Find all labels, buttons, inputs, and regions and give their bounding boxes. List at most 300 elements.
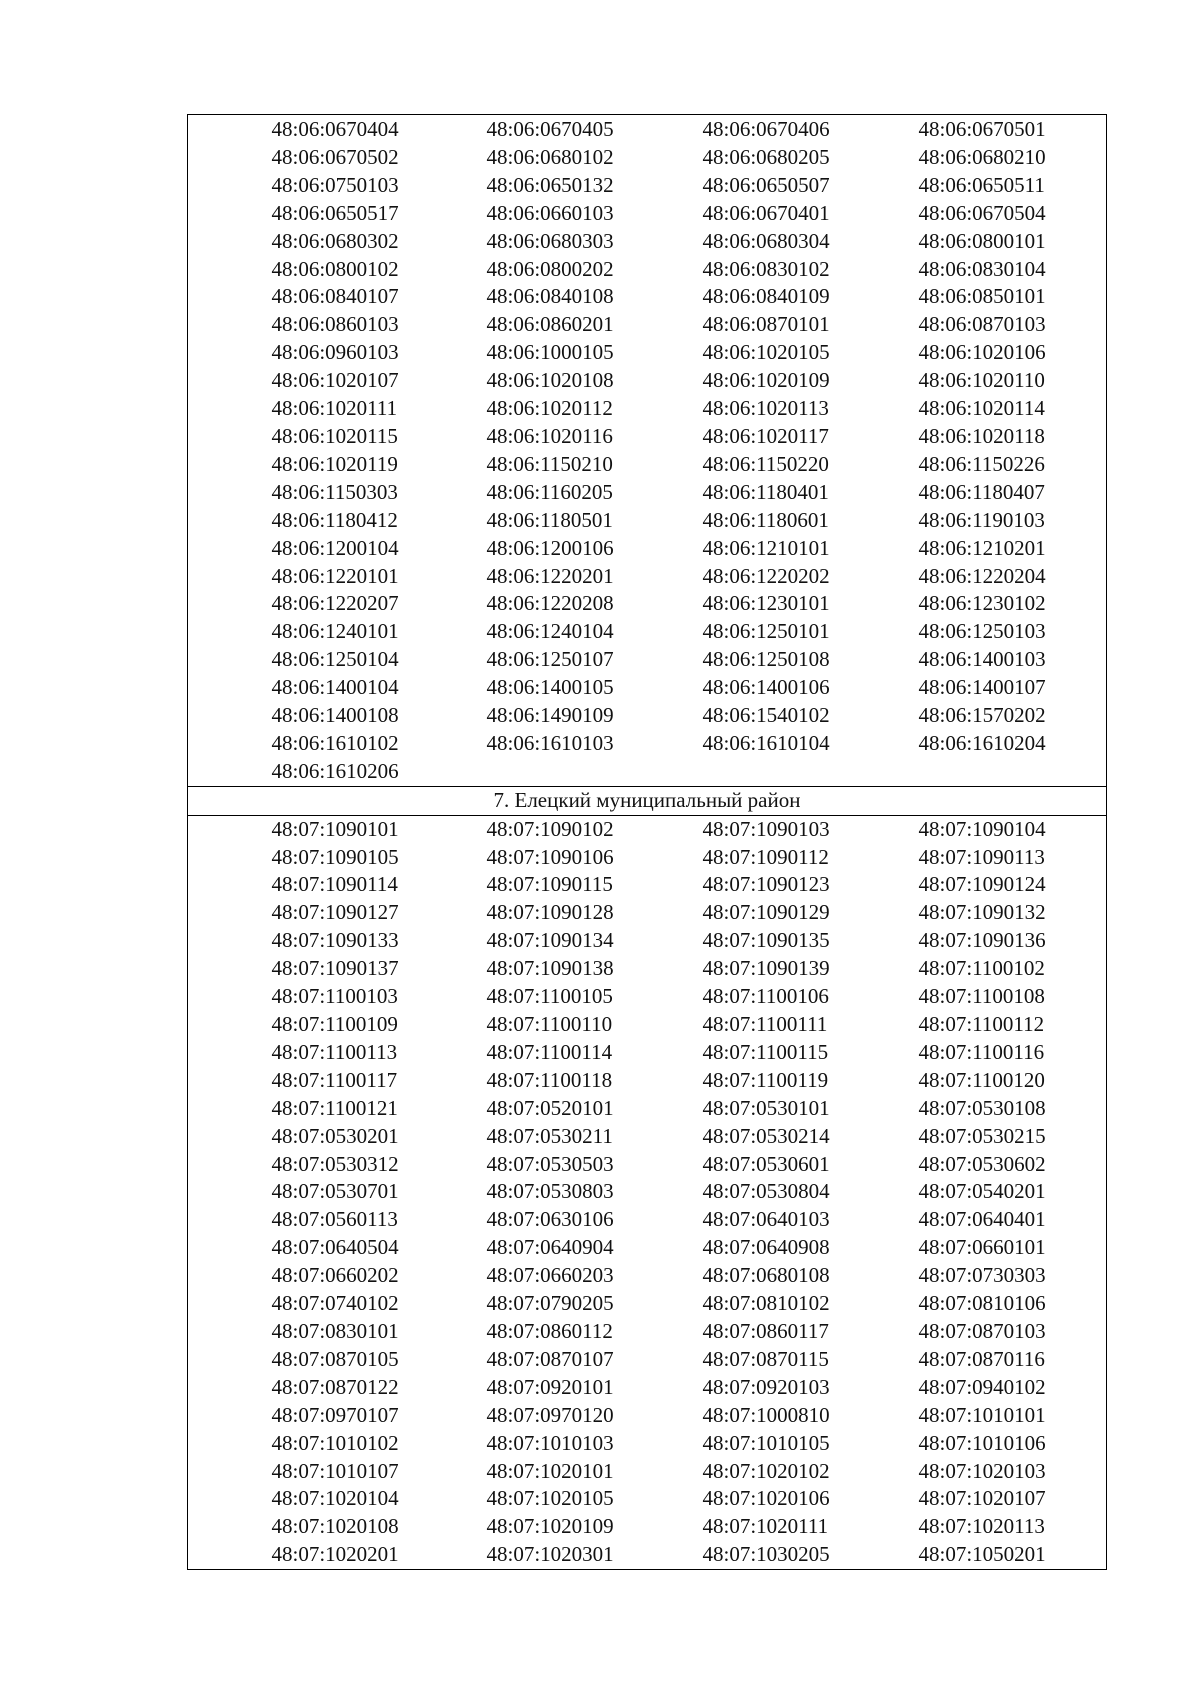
cadastral-number-cell: 48:07:1010102: [271, 1430, 399, 1455]
cadastral-number-cell: 48:06:0800202: [486, 256, 614, 281]
cadastral-number-cell: 48:06:1610103: [486, 730, 614, 755]
cadastral-number-cell: 48:07:0640908: [702, 1235, 830, 1260]
cadastral-number-cell: 48:07:1100116: [918, 1039, 1045, 1064]
cadastral-number-cell: 48:06:1150220: [702, 451, 829, 476]
cadastral-number-cell: 48:07:1020109: [486, 1514, 614, 1539]
row-indent: [188, 1346, 272, 1374]
cadastral-number-cell: 48:07:1090137: [271, 956, 399, 981]
cadastral-number-cell: 48:06:0830102: [702, 256, 830, 281]
cadastral-number-cell: 48:06:0680210: [918, 144, 1046, 169]
cadastral-number-cell: 48:06:1020112: [486, 396, 613, 421]
row-indent: [188, 200, 272, 228]
cadastral-number-cell: 48:06:1020117: [702, 423, 829, 448]
row-indent: [188, 563, 272, 591]
row-indent: [188, 702, 272, 730]
cadastral-number-cell: 48:06:1180501: [486, 507, 613, 532]
cadastral-number-cell: 48:06:1400104: [271, 675, 399, 700]
cadastral-number-cell: 48:07:0660101: [918, 1235, 1046, 1260]
cadastral-number-cell: 48:06:0870103: [918, 312, 1046, 337]
cadastral-number-cell: 48:06:1020106: [918, 340, 1046, 365]
cadastral-number-cell: 48:07:0530312: [271, 1151, 399, 1176]
cadastral-number-cell: 48:07:1100112: [918, 1012, 1045, 1036]
cadastral-number-cell: 48:06:0680304: [702, 228, 830, 253]
cadastral-number-cell: 48:06:1020119: [271, 451, 398, 476]
table-row: [188, 423, 1107, 451]
cadastral-number-cell: 48:06:1400105: [486, 675, 614, 700]
cadastral-number-cell: 48:06:0830104: [918, 256, 1046, 281]
cadastral-number-cell: 48:07:1100120: [918, 1067, 1045, 1092]
cadastral-number-cell: 48:06:1610204: [918, 730, 1046, 755]
cadastral-number-cell: 48:07:1100119: [702, 1067, 829, 1092]
cadastral-number-cell: 48:06:1020115: [271, 423, 398, 448]
cadastral-number-cell: 48:06:1220202: [702, 563, 830, 588]
cadastral-number-cell: 48:06:1230102: [918, 591, 1046, 616]
cadastral-number-cell: 48:07:1010107: [271, 1458, 399, 1483]
cadastral-number-cell: 48:07:1100106: [702, 984, 829, 1009]
cadastral-number-cell: 48:06:1220208: [486, 591, 614, 616]
row-indent: [188, 1485, 272, 1513]
cadastral-number-cell: 48:06:0870101: [702, 312, 830, 337]
cadastral-number-cell: 48:06:1020118: [918, 423, 1045, 448]
cadastral-number-cell: 48:07:1090115: [486, 872, 613, 897]
cadastral-number-cell: 48:07:0860112: [486, 1318, 613, 1343]
cadastral-number-cell: 48:06:1220207: [271, 591, 399, 616]
table-row: [188, 927, 1107, 955]
row-indent: [188, 311, 272, 339]
table-row: [188, 815, 1107, 843]
cadastral-number-cell: 48:07:1090134: [486, 928, 614, 953]
cadastral-number-cell: 48:06:1400108: [271, 703, 399, 728]
table-row: [188, 1067, 1107, 1095]
row-indent: [188, 256, 272, 284]
cadastral-number-cell: 48:06:1020105: [702, 340, 830, 365]
row-indent: [188, 1011, 272, 1039]
cadastral-number-cell: 48:06:0840109: [702, 284, 830, 309]
cadastral-number-cell: 48:07:1100111: [702, 1012, 828, 1036]
cadastral-number-cell: 48:07:0530108: [918, 1095, 1046, 1120]
cadastral-number-cell: 48:06:1610206: [271, 758, 399, 783]
row-indent: [188, 228, 272, 256]
cadastral-number-cell: 48:06:0840108: [486, 284, 614, 309]
table-row: [188, 1346, 1107, 1374]
row-indent: [188, 646, 272, 674]
table-row: [188, 1095, 1107, 1123]
cadastral-number-cell: 48:07:1030205: [702, 1542, 830, 1567]
cadastral-number-cell: 48:06:0860103: [271, 312, 399, 337]
table-row: [188, 1541, 1107, 1569]
row-indent: [188, 1123, 272, 1151]
cadastral-number-cell: 48:07:0810106: [918, 1291, 1046, 1316]
cadastral-number-cell: 48:07:0870105: [271, 1346, 399, 1371]
cadastral-number-cell: 48:06:1020107: [271, 368, 399, 393]
row-indent: [188, 451, 272, 479]
cadastral-number-cell: 48:06:0670504: [918, 200, 1046, 225]
cadastral-number-cell: 48:07:0640904: [486, 1235, 614, 1260]
cadastral-number-cell: [703, 758, 919, 786]
cadastral-number-cell: 48:06:1200106: [486, 535, 614, 560]
table-row: [188, 451, 1107, 479]
row-indent: [188, 927, 272, 955]
row-indent: [188, 1290, 272, 1318]
cadastral-table: [187, 114, 1107, 1570]
cadastral-number-cell: 48:07:0870116: [918, 1346, 1045, 1371]
cadastral-number-cell: 48:07:0830101: [271, 1318, 399, 1343]
cadastral-number-cell: 48:06:1540102: [702, 703, 830, 728]
cadastral-number-cell: 48:06:1490109: [486, 703, 614, 728]
cadastral-number-cell: 48:07:1020107: [918, 1486, 1046, 1511]
cadastral-number-cell: 48:07:0920101: [486, 1374, 614, 1399]
cadastral-number-cell: 48:06:0670501: [918, 117, 1046, 141]
cadastral-number-cell: 48:07:0540201: [918, 1179, 1046, 1204]
cadastral-number-cell: 48:07:1020113: [918, 1514, 1045, 1539]
row-indent: [188, 395, 272, 423]
row-indent: [188, 115, 272, 144]
cadastral-number-cell: 48:07:0530214: [702, 1123, 830, 1148]
cadastral-number-cell: 48:06:0840107: [271, 284, 399, 309]
section-heading: 7. Елецкий муниципальный район: [188, 786, 1107, 815]
row-indent: [188, 423, 272, 451]
cadastral-table-body: [188, 115, 1107, 1570]
row-indent: [188, 1541, 272, 1569]
cadastral-number-cell: 48:06:0670406: [702, 117, 830, 141]
cadastral-number-cell: 48:06:0850101: [918, 284, 1046, 309]
cadastral-number-cell: 48:07:1090103: [702, 816, 830, 841]
cadastral-number-cell: 48:07:0530211: [486, 1123, 613, 1148]
cadastral-number-cell: 48:06:1400107: [918, 675, 1046, 700]
row-indent: [188, 367, 272, 395]
cadastral-number-cell: 48:07:0740102: [271, 1291, 399, 1316]
cadastral-number-cell: [487, 758, 703, 786]
row-indent: [188, 283, 272, 311]
cadastral-number-cell: 48:07:1010103: [486, 1430, 614, 1455]
cadastral-number-cell: 48:07:1090104: [918, 816, 1046, 841]
cadastral-number-cell: 48:06:1150210: [486, 451, 613, 476]
row-indent: [188, 1234, 272, 1262]
row-indent: [188, 339, 272, 367]
table-row: [188, 1430, 1107, 1458]
cadastral-number-cell: 48:07:1090101: [271, 816, 399, 841]
cadastral-number-cell: 48:06:0680205: [702, 144, 830, 169]
cadastral-number-cell: 48:07:1100117: [271, 1067, 398, 1092]
row-indent: [188, 1095, 272, 1123]
table-row: [188, 172, 1107, 200]
table-row: [188, 1206, 1107, 1234]
cadastral-number-cell: 48:07:0530601: [702, 1151, 830, 1176]
row-indent: [188, 899, 272, 927]
cadastral-number-cell: 48:07:1090112: [702, 844, 829, 869]
table-row: [188, 1318, 1107, 1346]
cadastral-number-cell: 48:07:0530503: [486, 1151, 614, 1176]
row-indent: [188, 479, 272, 507]
cadastral-number-cell: 48:07:0530201: [271, 1123, 399, 1148]
row-indent: [188, 1262, 272, 1290]
cadastral-number-cell: 48:06:1570202: [918, 703, 1046, 728]
cadastral-number-cell: 48:06:0670405: [486, 117, 614, 141]
table-row: [188, 730, 1107, 758]
cadastral-number-cell: 48:06:1190103: [918, 507, 1045, 532]
row-indent: [188, 1458, 272, 1486]
table-row: [188, 1011, 1107, 1039]
cadastral-number-cell: 48:07:1090105: [271, 844, 399, 869]
cadastral-number-cell: 48:07:0970120: [486, 1402, 614, 1427]
cadastral-number-cell: 48:07:0920103: [702, 1374, 830, 1399]
table-row: [188, 590, 1107, 618]
row-indent: [188, 590, 272, 618]
cadastral-number-cell: 48:06:0660103: [486, 200, 614, 225]
table-row: [188, 899, 1107, 927]
row-indent: [188, 844, 272, 872]
cadastral-number-cell: 48:06:1610104: [702, 730, 830, 755]
table-row: [188, 674, 1107, 702]
table-row: [188, 1262, 1107, 1290]
cadastral-number-cell: 48:07:1020108: [271, 1514, 399, 1539]
table-row: [188, 535, 1107, 563]
table-row: [188, 983, 1107, 1011]
table-row: [188, 1402, 1107, 1430]
cadastral-number-cell: 48:07:1090106: [486, 844, 614, 869]
table-row: [188, 200, 1107, 228]
cadastral-number-cell: 48:06:1020108: [486, 368, 614, 393]
row-indent: [188, 1067, 272, 1095]
cadastral-number-cell: 48:07:1090124: [918, 872, 1046, 897]
cadastral-number-cell: 48:06:1250101: [702, 619, 830, 644]
table-row: [188, 144, 1107, 172]
table-row: [188, 1178, 1107, 1206]
cadastral-number-cell: 48:07:1100102: [918, 956, 1045, 981]
cadastral-number-cell: 48:07:1020103: [918, 1458, 1046, 1483]
table-row: [188, 871, 1107, 899]
cadastral-number-cell: 48:07:1000810: [702, 1402, 830, 1427]
cadastral-number-cell: 48:07:1100113: [271, 1039, 398, 1064]
cadastral-number-cell: 48:07:1090127: [271, 900, 399, 925]
table-row: [188, 646, 1107, 674]
row-indent: [188, 983, 272, 1011]
table-row: [188, 115, 1107, 144]
cadastral-number-cell: 48:06:0680303: [486, 228, 614, 253]
cadastral-number-cell: 48:06:1400103: [918, 647, 1046, 672]
table-row: [188, 1151, 1107, 1179]
cadastral-number-cell: 48:06:1180407: [918, 479, 1045, 504]
row-indent: [188, 674, 272, 702]
cadastral-number-cell: 48:07:1090102: [486, 816, 614, 841]
cadastral-number-cell: 48:07:0560113: [271, 1207, 398, 1232]
cadastral-number-cell: 48:07:0860117: [702, 1318, 829, 1343]
table-row: [188, 479, 1107, 507]
section-heading-row: [188, 786, 1107, 815]
cadastral-number-cell: 48:06:1250108: [702, 647, 830, 672]
table-row: [188, 758, 1107, 786]
cadastral-number-cell: 48:06:0670502: [271, 144, 399, 169]
cadastral-number-cell: 48:07:1100108: [918, 984, 1045, 1009]
cadastral-number-cell: 48:07:1020201: [271, 1542, 399, 1567]
cadastral-number-cell: 48:06:1220201: [486, 563, 614, 588]
cadastral-number-cell: 48:07:1100114: [486, 1039, 613, 1064]
cadastral-number-cell: 48:06:1020113: [702, 396, 829, 421]
table-row: [188, 507, 1107, 535]
cadastral-number-cell: 48:07:1100103: [271, 984, 398, 1009]
cadastral-number-cell: 48:07:0640401: [918, 1207, 1046, 1232]
cadastral-number-cell: 48:07:1010101: [918, 1402, 1046, 1427]
cadastral-number-cell: 48:07:0530701: [271, 1179, 399, 1204]
cadastral-number-cell: 48:06:0800101: [918, 228, 1046, 253]
table-row: [188, 1374, 1107, 1402]
row-indent: [188, 618, 272, 646]
cadastral-number-cell: 48:07:1020301: [486, 1542, 614, 1567]
row-indent: [188, 1318, 272, 1346]
row-indent: [188, 1374, 272, 1402]
cadastral-number-cell: 48:06:1250104: [271, 647, 399, 672]
table-row: [188, 1123, 1107, 1151]
cadastral-number-cell: 48:07:0530101: [702, 1095, 830, 1120]
cadastral-number-cell: 48:07:0640504: [271, 1235, 399, 1260]
table-row: [188, 702, 1107, 730]
row-indent: [188, 535, 272, 563]
cadastral-number-cell: 48:06:1180412: [271, 507, 398, 532]
cadastral-number-cell: 48:06:0960103: [271, 340, 399, 365]
cadastral-number-cell: 48:07:1010105: [702, 1430, 830, 1455]
cadastral-number-cell: 48:06:1200104: [271, 535, 399, 560]
cadastral-number-cell: 48:06:1180401: [702, 479, 829, 504]
cadastral-number-cell: 48:06:0680102: [486, 144, 614, 169]
row-indent: [188, 758, 272, 786]
cadastral-number-cell: 48:07:0680108: [702, 1263, 830, 1288]
table-row: [188, 1458, 1107, 1486]
cadastral-number-cell: 48:06:1020116: [486, 423, 613, 448]
row-indent: [188, 507, 272, 535]
cadastral-number-cell: 48:07:0640103: [702, 1207, 830, 1232]
cadastral-number-cell: 48:07:1100118: [486, 1067, 613, 1092]
cadastral-number-cell: 48:07:1090132: [918, 900, 1046, 925]
cadastral-number-cell: 48:07:1050201: [918, 1542, 1046, 1567]
cadastral-number-cell: 48:06:0650132: [486, 172, 614, 197]
cadastral-number-cell: 48:06:1250107: [486, 647, 614, 672]
cadastral-number-cell: 48:07:1090136: [918, 928, 1046, 953]
cadastral-number-cell: 48:07:1090128: [486, 900, 614, 925]
cadastral-number-cell: 48:06:1240101: [271, 619, 399, 644]
cadastral-number-cell: 48:07:1020104: [271, 1486, 399, 1511]
cadastral-number-cell: 48:07:1020102: [702, 1458, 830, 1483]
table-row: [188, 311, 1107, 339]
cadastral-number-cell: 48:07:0530803: [486, 1179, 614, 1204]
table-row: [188, 1290, 1107, 1318]
cadastral-number-cell: 48:06:0650511: [918, 172, 1045, 197]
cadastral-number-cell: 48:07:0810102: [702, 1291, 830, 1316]
cadastral-number-cell: 48:06:1400106: [702, 675, 830, 700]
cadastral-number-cell: 48:06:1250103: [918, 619, 1046, 644]
table-row: [188, 228, 1107, 256]
cadastral-number-cell: 48:07:0940102: [918, 1374, 1046, 1399]
cadastral-number-cell: 48:07:0870107: [486, 1346, 614, 1371]
cadastral-number-cell: 48:06:1020114: [918, 396, 1045, 421]
row-indent: [188, 1430, 272, 1458]
cadastral-number-cell: 48:07:0530804: [702, 1179, 830, 1204]
cadastral-number-cell: 48:06:1240104: [486, 619, 614, 644]
cadastral-number-cell: 48:07:1020101: [486, 1458, 614, 1483]
cadastral-number-cell: 48:06:0860201: [486, 312, 614, 337]
cadastral-number-cell: 48:07:1090139: [702, 956, 830, 981]
cadastral-number-cell: 48:07:0530215: [918, 1123, 1046, 1148]
cadastral-number-cell: [919, 758, 1107, 786]
cadastral-number-cell: 48:06:1220101: [271, 563, 399, 588]
table-row: [188, 283, 1107, 311]
cadastral-number-cell: 48:07:1090113: [918, 844, 1045, 869]
cadastral-number-cell: 48:06:0650517: [271, 200, 399, 225]
cadastral-number-cell: 48:07:0870103: [918, 1318, 1046, 1343]
cadastral-number-cell: 48:07:0790205: [486, 1291, 614, 1316]
cadastral-number-cell: 48:06:0650507: [702, 172, 830, 197]
cadastral-number-cell: 48:07:1090129: [702, 900, 830, 925]
row-indent: [188, 815, 272, 843]
cadastral-number-cell: 48:06:0750103: [271, 172, 399, 197]
cadastral-number-cell: 48:07:1020105: [486, 1486, 614, 1511]
cadastral-number-cell: 48:07:1020106: [702, 1486, 830, 1511]
table-row: [188, 395, 1107, 423]
cadastral-number-cell: 48:07:0660203: [486, 1263, 614, 1288]
cadastral-number-cell: 48:07:1020111: [702, 1514, 829, 1539]
row-indent: [188, 955, 272, 983]
cadastral-number-cell: 48:07:1100115: [702, 1039, 829, 1064]
table-row: [188, 618, 1107, 646]
table-row: [188, 1234, 1107, 1262]
cadastral-number-cell: 48:06:0670404: [271, 117, 399, 141]
cadastral-number-cell: 48:07:0730303: [918, 1263, 1046, 1288]
cadastral-number-cell: 48:06:1150226: [918, 451, 1045, 476]
cadastral-number-cell: 48:07:1100121: [271, 1095, 398, 1120]
cadastral-number-cell: 48:07:1090114: [271, 872, 398, 897]
table-row: [188, 955, 1107, 983]
cadastral-number-cell: 48:07:1090133: [271, 928, 399, 953]
table-row: [188, 367, 1107, 395]
row-indent: [188, 1039, 272, 1067]
cadastral-number-cell: 48:06:1610102: [271, 730, 399, 755]
cadastral-number-cell: 48:06:1220204: [918, 563, 1046, 588]
cadastral-number-cell: 48:06:1000105: [486, 340, 614, 365]
cadastral-number-cell: 48:07:1090138: [486, 956, 614, 981]
cadastral-number-cell: 48:06:1160205: [486, 479, 613, 504]
cadastral-number-cell: 48:07:1100105: [486, 984, 613, 1009]
table-row: [188, 256, 1107, 284]
row-indent: [188, 871, 272, 899]
cadastral-number-cell: 48:07:1100110: [486, 1012, 613, 1036]
row-indent: [188, 730, 272, 758]
cadastral-number-cell: 48:06:1210101: [702, 535, 830, 560]
cadastral-number-cell: 48:07:1010106: [918, 1430, 1046, 1455]
cadastral-number-cell: 48:07:0970107: [271, 1402, 399, 1427]
cadastral-number-cell: 48:06:1230101: [702, 591, 830, 616]
row-indent: [188, 172, 272, 200]
cadastral-number-cell: 48:06:1020111: [271, 396, 398, 421]
cadastral-number-cell: 48:06:1020109: [702, 368, 830, 393]
row-indent: [188, 1206, 272, 1234]
row-indent: [188, 1151, 272, 1179]
cadastral-number-cell: 48:06:1210201: [918, 535, 1046, 560]
cadastral-number-cell: 48:07:0530602: [918, 1151, 1046, 1176]
table-row: [188, 1039, 1107, 1067]
cadastral-number-cell: 48:07:1090123: [702, 872, 830, 897]
cadastral-number-cell: 48:07:1090135: [702, 928, 830, 953]
table-row: [188, 844, 1107, 872]
cadastral-number-cell: 48:06:0680302: [271, 228, 399, 253]
table-row: [188, 563, 1107, 591]
row-indent: [188, 144, 272, 172]
table-row: [188, 1513, 1107, 1541]
table-row: [188, 339, 1107, 367]
row-indent: [188, 1402, 272, 1430]
cadastral-number-cell: 48:07:0660202: [271, 1263, 399, 1288]
cadastral-number-cell: 48:07:1100109: [271, 1012, 398, 1036]
cadastral-number-cell: 48:06:1020110: [918, 368, 1045, 393]
cadastral-number-cell: 48:06:0800102: [271, 256, 399, 281]
